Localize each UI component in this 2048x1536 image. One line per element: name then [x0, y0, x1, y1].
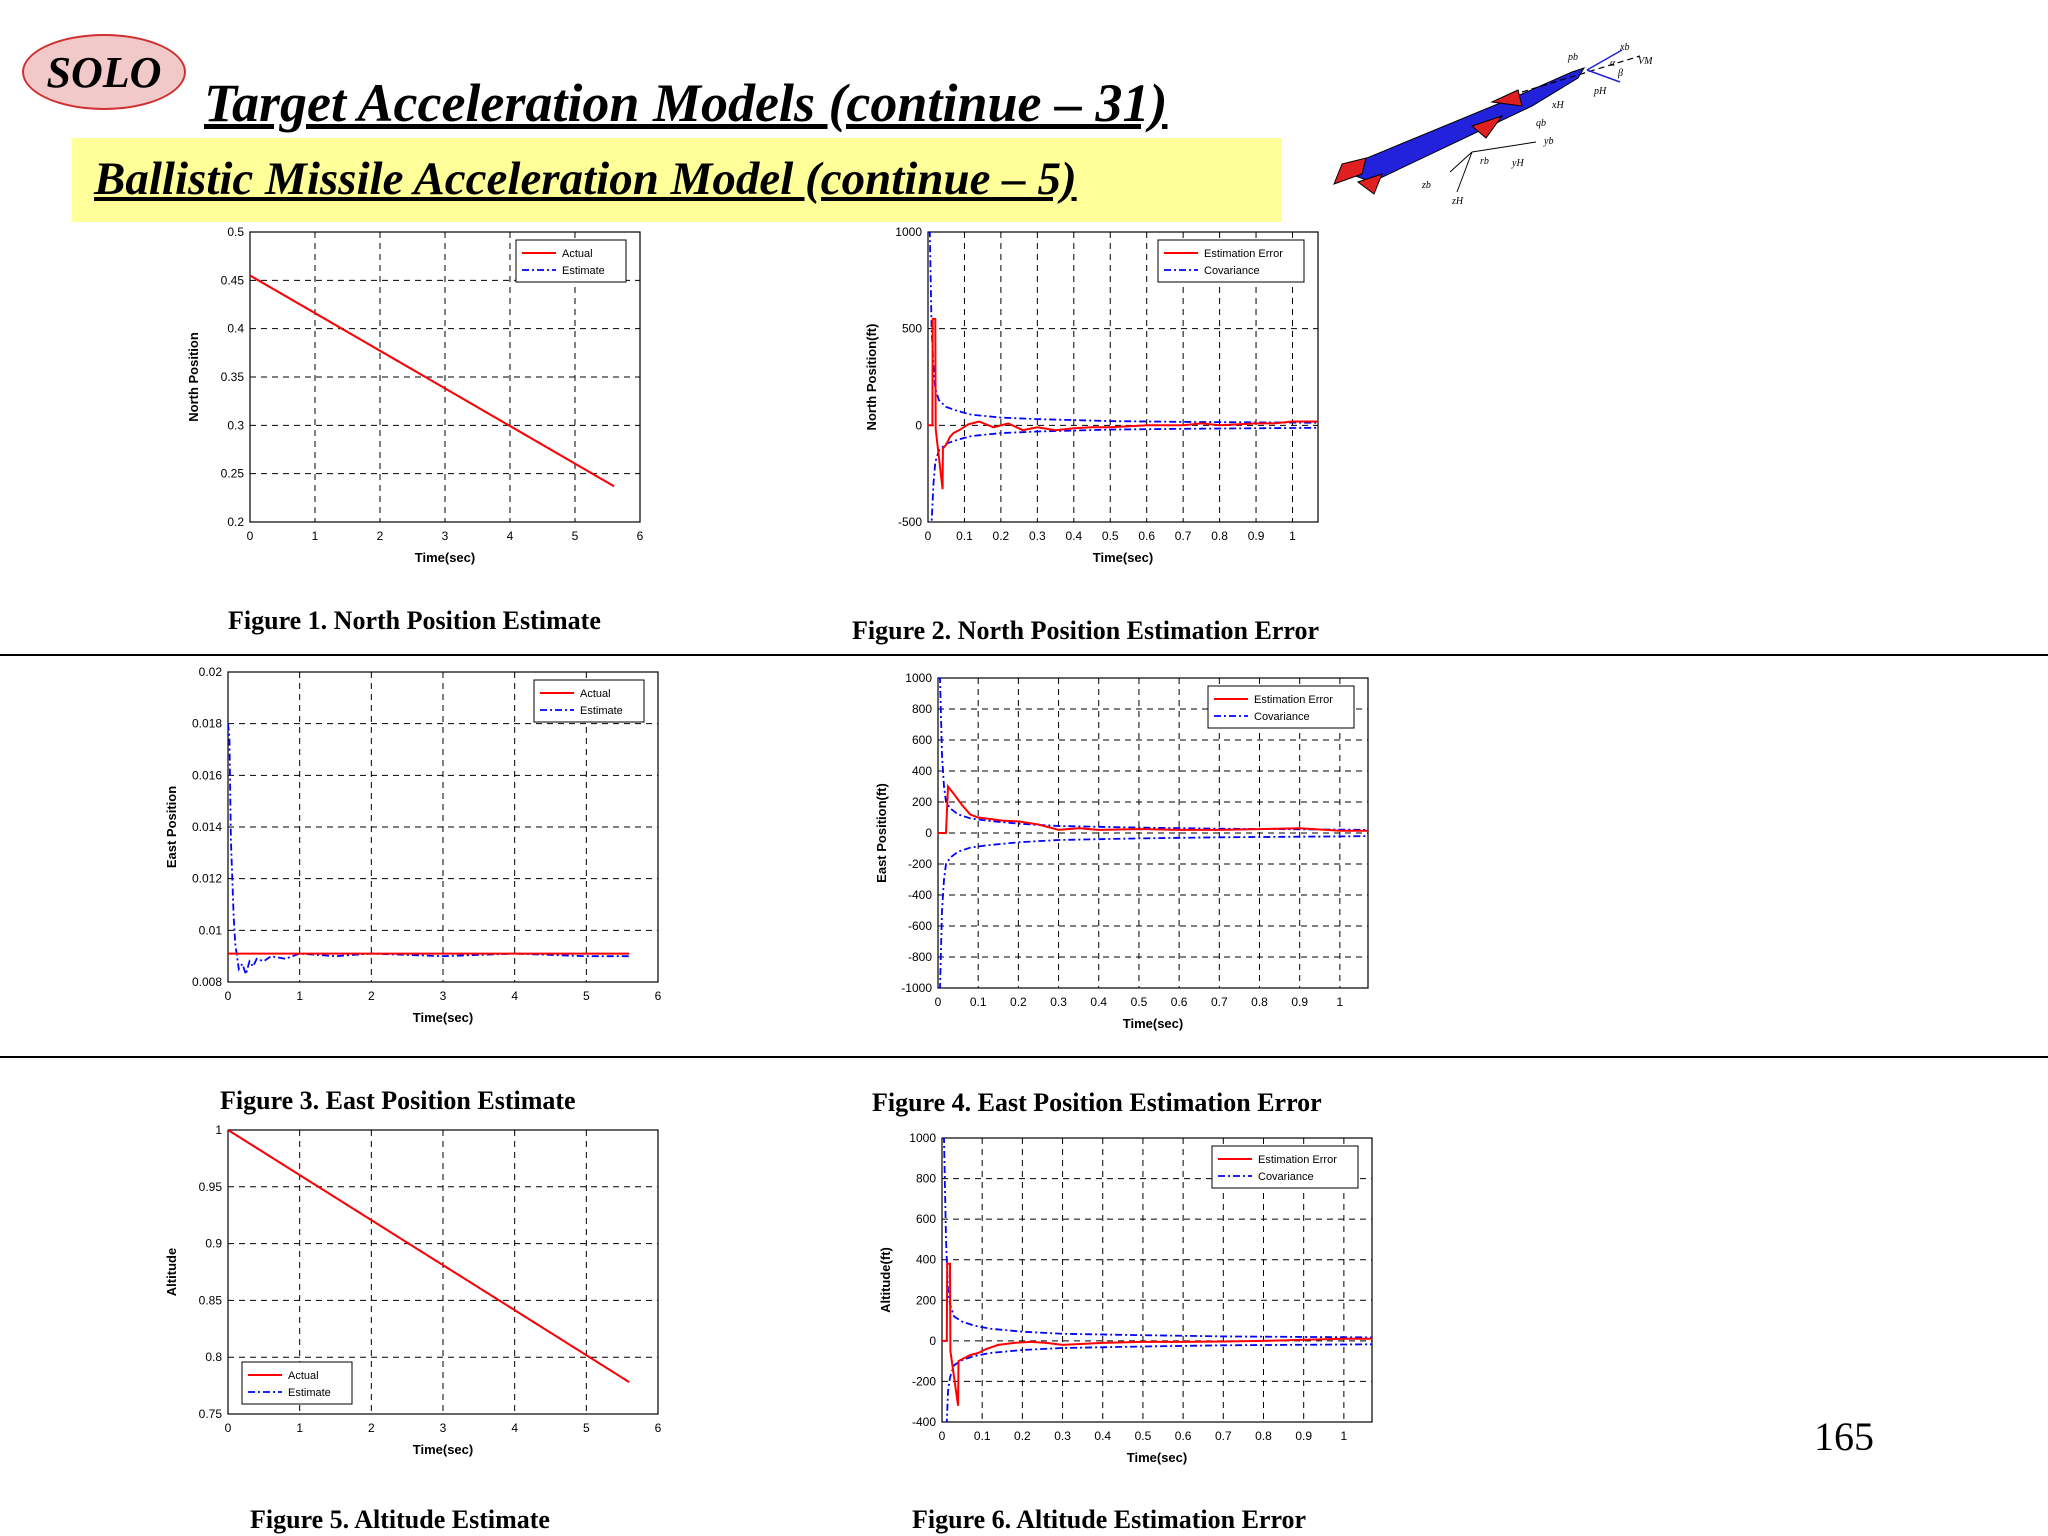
chart-east-position-estimate — [148, 664, 668, 1044]
x-tick-label: 0.7 — [1174, 529, 1192, 543]
x-tick-label: 1 — [1289, 529, 1296, 543]
x-tick-label: 0.4 — [1094, 1429, 1112, 1443]
y-axis-label: North Position — [186, 332, 201, 422]
legend-label: Estimation Error — [1204, 248, 1283, 260]
y-tick-label: -200 — [911, 1374, 936, 1389]
y-tick-label: 0.5 — [227, 225, 244, 239]
x-tick-label: 0.6 — [1170, 995, 1188, 1009]
x-tick-label: 0.9 — [1247, 529, 1265, 543]
legend-label: Actual — [562, 248, 593, 260]
chart-altitude-error — [862, 1130, 1382, 1484]
x-tick-label: 0 — [246, 529, 254, 543]
label-pb: pb — [1568, 52, 1578, 63]
x-tick-label: 3 — [439, 989, 447, 1003]
label-zh: zH — [1452, 196, 1464, 207]
y-tick-label: 0.8 — [205, 1350, 222, 1365]
y-tick-label: 0.25 — [220, 466, 244, 481]
yb-axis — [1587, 70, 1620, 82]
label-alpha: α — [1610, 58, 1616, 69]
x-tick-label: 0.7 — [1214, 1429, 1232, 1443]
missile-body — [1334, 68, 1584, 194]
x-axis-label: Time(sec) — [1122, 1016, 1184, 1031]
x-tick-label: 0.2 — [1010, 995, 1027, 1009]
x-axis-label: Time(sec) — [1092, 550, 1154, 565]
x-tick-label: 0.1 — [973, 1429, 991, 1443]
y-tick-label: 0.008 — [191, 975, 222, 989]
x-tick-label: 4 — [511, 989, 519, 1003]
y-tick-label: -200 — [907, 857, 932, 871]
y-tick-label: -800 — [907, 950, 932, 964]
x-tick-label: 0.9 — [1295, 1429, 1313, 1443]
chart-north-position-error — [848, 224, 1328, 584]
y-tick-label: -400 — [907, 888, 932, 902]
x-tick-label: 1 — [311, 529, 319, 543]
x-tick-label: 3 — [441, 529, 449, 543]
x-tick-label: 0.5 — [1101, 529, 1119, 543]
x-tick-label: 0.8 — [1255, 1429, 1272, 1443]
x-tick-label: 2 — [376, 529, 384, 543]
x-tick-label: 0.1 — [956, 529, 973, 543]
caption-figure-5: Figure 5. Altitude Estimate — [250, 1505, 550, 1534]
y-tick-label: 500 — [901, 321, 922, 336]
page-title: Target Acceleration Models (continue – 31) — [204, 73, 1168, 133]
y-tick-label: 200 — [915, 1293, 936, 1308]
chart-north-position-estimate — [170, 224, 650, 584]
legend-label: Covariance — [1204, 265, 1260, 277]
legend-label: Actual — [580, 688, 611, 700]
x-tick-label: 0.5 — [1130, 995, 1148, 1009]
y-tick-label: -600 — [907, 919, 932, 933]
legend-label: Actual — [288, 1370, 319, 1382]
x-tick-label: 1 — [296, 989, 304, 1003]
x-tick-label: 0.4 — [1090, 995, 1108, 1009]
x-tick-label: 1 — [296, 1421, 304, 1435]
y-axis-label: East Position — [164, 785, 179, 869]
y-axis-label: Altitude — [164, 1247, 179, 1297]
x-tick-label: 0 — [224, 1421, 232, 1435]
x-tick-label: 1 — [1340, 1429, 1348, 1443]
legend-label: Estimate — [580, 705, 623, 717]
y-tick-label: 0.9 — [205, 1236, 222, 1251]
y-tick-label: 1 — [215, 1123, 222, 1137]
y-tick-label: 0.014 — [191, 820, 222, 834]
y-tick-label: 800 — [915, 1171, 936, 1186]
label-zb: zb — [1422, 180, 1431, 191]
y-tick-label: 0.75 — [198, 1407, 222, 1421]
y-tick-label: 0.4 — [227, 321, 244, 336]
x-tick-label: 0.2 — [1014, 1429, 1031, 1443]
x-tick-label: 0.6 — [1138, 529, 1156, 543]
y-axis-label: Altitude(ft) — [878, 1247, 893, 1313]
x-axis-label: Time(sec) — [414, 550, 476, 565]
zh-axis — [1457, 152, 1472, 192]
y-tick-label: 0.45 — [220, 273, 244, 288]
page-subtitle: Ballistic Missile Acceleration Model (continue – 5) — [94, 153, 1077, 205]
y-tick-label: 400 — [915, 1252, 936, 1267]
legend-label: Covariance — [1254, 711, 1310, 723]
x-tick-label: 0 — [938, 1429, 946, 1443]
x-tick-label: 2 — [367, 1421, 375, 1435]
x-tick-label: 1 — [1336, 995, 1344, 1009]
x-tick-label: 6 — [654, 1421, 662, 1435]
x-tick-label: 0 — [924, 529, 932, 543]
y-tick-label: -1000 — [901, 981, 932, 995]
y-tick-label: 0.012 — [191, 871, 222, 886]
x-tick-label: 0.3 — [1050, 995, 1067, 1009]
caption-figure-4: Figure 4. East Position Estimation Error — [872, 1088, 1322, 1117]
y-tick-label: 0.02 — [198, 665, 222, 679]
x-tick-label: 5 — [571, 529, 579, 543]
y-tick-label: 800 — [911, 702, 932, 716]
x-tick-label: 0.7 — [1210, 995, 1228, 1009]
y-tick-label: 600 — [915, 1212, 936, 1227]
x-tick-label: 0 — [934, 995, 942, 1009]
x-tick-label: 0.8 — [1211, 529, 1228, 543]
y-tick-label: 200 — [911, 795, 932, 809]
x-tick-label: 0.9 — [1291, 995, 1309, 1009]
y-tick-label: 0.01 — [198, 923, 222, 938]
y-tick-label: 0.85 — [198, 1293, 222, 1308]
x-tick-label: 0.3 — [1054, 1429, 1071, 1443]
chart-east-position-error — [858, 670, 1378, 1050]
legend-label: Estimate — [562, 265, 605, 277]
legend-label: Estimation Error — [1258, 1154, 1337, 1166]
label-ph: pH — [1594, 86, 1607, 97]
y-tick-label: 1000 — [905, 671, 932, 685]
label-rb: rb — [1480, 156, 1489, 167]
y-tick-label: 400 — [911, 764, 932, 778]
y-tick-label: 600 — [911, 733, 932, 747]
x-tick-label: 6 — [654, 989, 662, 1003]
x-tick-label: 2 — [367, 989, 375, 1003]
legend-label: Covariance — [1258, 1171, 1314, 1183]
y-tick-label: 0.35 — [220, 370, 244, 384]
y-tick-label: 0 — [915, 418, 922, 433]
x-tick-label: 3 — [439, 1421, 447, 1435]
page-number: 165 — [1814, 1414, 1874, 1459]
label-yb: yb — [1544, 136, 1554, 147]
caption-figure-2: Figure 2. North Position Estimation Error — [852, 616, 1320, 645]
caption-figure-6: Figure 6. Altitude Estimation Error — [912, 1505, 1307, 1534]
label-qb: qb — [1536, 118, 1546, 129]
x-tick-label: 0.4 — [1065, 529, 1083, 543]
y-tick-label: 1000 — [909, 1131, 936, 1145]
x-tick-label: 5 — [582, 989, 590, 1003]
label-beta: β — [1618, 68, 1623, 79]
label-xb: xb — [1620, 42, 1630, 53]
x-tick-label: 0.5 — [1134, 1429, 1152, 1443]
legend-label: Estimate — [288, 1387, 331, 1399]
y-tick-label: -400 — [911, 1415, 936, 1429]
y-tick-label: 0 — [929, 1333, 936, 1348]
y-axis-label: North Position(ft) — [864, 323, 879, 431]
y-tick-label: 0.3 — [227, 418, 244, 433]
label-yh: yH — [1512, 158, 1524, 169]
x-tick-label: 0.2 — [992, 529, 1010, 543]
separator-line — [0, 654, 2048, 656]
missile-illustration — [1322, 42, 1652, 212]
x-tick-label: 0.3 — [1029, 529, 1046, 543]
y-tick-label: 0.018 — [191, 716, 222, 731]
y-tick-label: 0.95 — [198, 1179, 222, 1194]
y-tick-label: 0.2 — [227, 515, 244, 529]
x-tick-label: 0 — [224, 989, 232, 1003]
x-tick-label: 0.8 — [1251, 995, 1268, 1009]
x-tick-label: 4 — [506, 529, 514, 543]
caption-figure-1: Figure 1. North Position Estimate — [228, 606, 601, 635]
caption-figure-3: Figure 3. East Position Estimate — [220, 1086, 576, 1115]
x-axis-label: Time(sec) — [412, 1010, 474, 1025]
x-axis-label: Time(sec) — [412, 1442, 474, 1457]
label-vm: VM — [1638, 56, 1652, 67]
legend-label: Estimation Error — [1254, 694, 1333, 706]
x-tick-label: 4 — [511, 1421, 519, 1435]
chart-altitude-estimate — [148, 1122, 668, 1476]
solo-logo: SOLO — [22, 34, 186, 110]
y-axis-label: East Position(ft) — [874, 783, 889, 883]
separator-line — [0, 1056, 2048, 1058]
x-tick-label: 0.1 — [969, 995, 987, 1009]
xb-axis — [1587, 50, 1622, 70]
x-tick-label: 5 — [582, 1421, 590, 1435]
x-tick-label: 6 — [636, 529, 644, 543]
y-tick-label: 1000 — [895, 225, 922, 239]
x-axis-label: Time(sec) — [1126, 1450, 1188, 1465]
y-tick-label: -500 — [897, 515, 922, 529]
y-tick-label: 0 — [925, 826, 932, 840]
label-xh: xH — [1552, 100, 1564, 111]
x-tick-label: 0.6 — [1174, 1429, 1192, 1443]
y-tick-label: 0.016 — [191, 768, 222, 783]
yh-axis — [1472, 142, 1536, 152]
